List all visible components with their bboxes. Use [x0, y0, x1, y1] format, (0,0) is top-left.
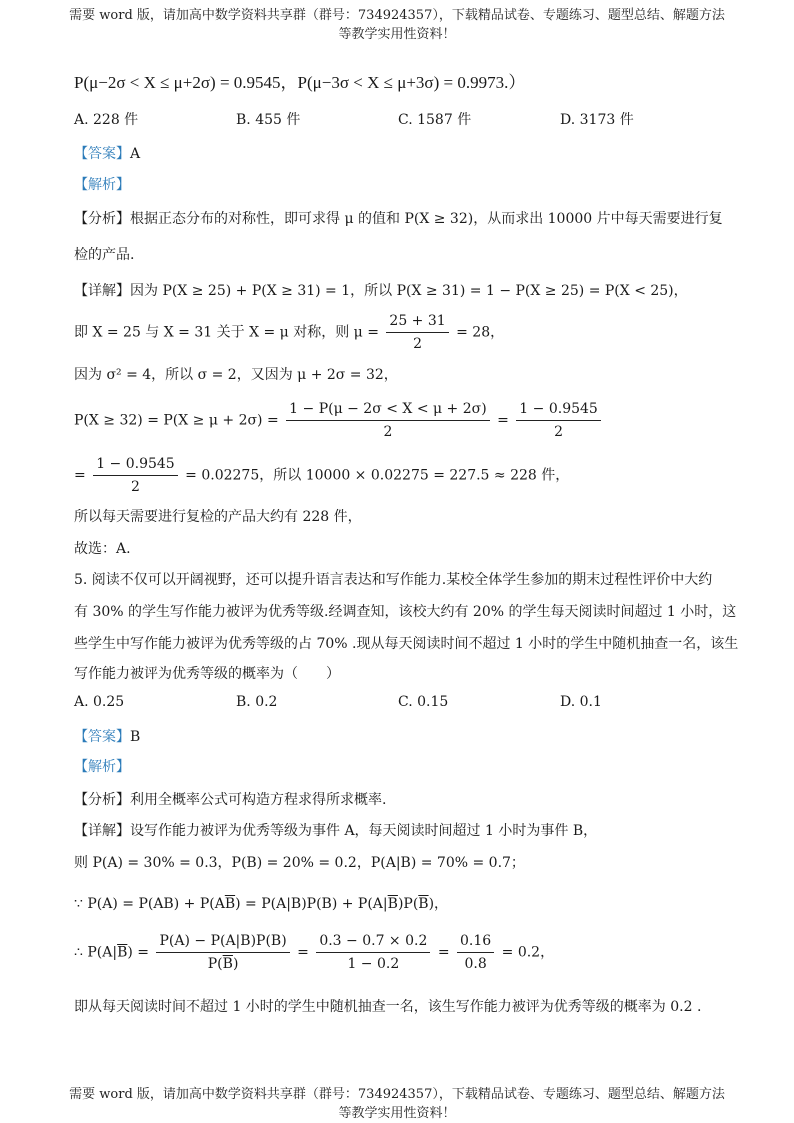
page-header	[60, 6, 734, 44]
xj5-text: = 0.02275，所以 10000 × 0.02275 = 227.5 ≈ 228 件，	[185, 467, 570, 484]
q5-stem-4: 写作能力被评为优秀等级的概率为（ ）	[74, 666, 340, 682]
xiangjie-text: 因为 P(X ≥ 25) + P(X ≥ 31) = 1，所以 P(X ≥ 31) = 1 − P(X ≥ 25) = P(X < 25)，	[130, 283, 688, 299]
answer-value: B	[130, 729, 141, 745]
header-line-1: 需要 word 版，请加高中数学资料共享群（群号：734924357），下载精品试卷、专题练习、题型总结、解题方法	[69, 8, 725, 23]
q5-option-a: A. 0.25	[74, 694, 125, 710]
fenxi-tag: 【分析】	[74, 792, 130, 808]
denominator	[156, 953, 289, 972]
xiangjie-text: 设写作能力被评为优秀等级为事件 A，每天阅读时间超过 1 小时为事件 B，	[130, 823, 598, 839]
q4-option-a: A. 228 件	[74, 112, 139, 128]
fenxi-tag: 【分析】	[74, 211, 130, 227]
q4-xiangjie-2	[74, 313, 504, 352]
footer-line-1: 需要 word 版，请加高中数学资料共享群（群号：734924357），下载精品试卷、专题练习、题型总结、解题方法	[69, 1087, 725, 1102]
q4-xiangjie-1	[74, 280, 688, 300]
q4-fenxi	[74, 208, 723, 228]
equals: =	[437, 944, 450, 961]
q5-xiangjie-4	[74, 933, 554, 972]
numerator: 1 − 0.9545	[93, 456, 178, 476]
fenxi-text: 根据正态分布的对称性，即可求得 μ 的值和 P(X ≥ 32)，从而求出 10000 片中每天需要进行复	[130, 211, 723, 227]
page-footer	[60, 1085, 734, 1123]
q4-fenxi-2: 检的产品.	[74, 247, 135, 263]
b-complement: $\overline{B}$	[117, 944, 128, 961]
q5-fenxi	[74, 789, 386, 809]
q5-option-d: D. 0.1	[560, 694, 602, 710]
q4-formula-line: P(μ−2σ < X ≤ μ+2σ) = 0.9545，P(μ−3σ < X ≤ μ+3σ) = 0.9973.）	[74, 73, 526, 92]
q5-answer	[74, 726, 140, 746]
answer-tag: 【答案】	[74, 146, 130, 162]
q4-xiangjie-4	[74, 401, 604, 440]
fraction	[316, 933, 430, 972]
fraction	[457, 933, 494, 972]
numerator: 25 + 31	[386, 313, 448, 333]
q4-xiangjie-7: 故选：A.	[74, 541, 131, 557]
xj4-text-2: ) =	[127, 944, 150, 961]
den-part: P(	[207, 956, 223, 972]
q5-stem-1: 5. 阅读不仅可以开阔视野，还可以提升语言表达和写作能力.某校全体学生参加的期末过程性评价中大约	[74, 572, 713, 588]
equals: =	[74, 467, 86, 484]
denominator: 2	[554, 424, 564, 440]
fenxi-text: 利用全概率公式可构造方程求得所求概率.	[130, 792, 387, 808]
xj4-text: ∴ P(A|	[74, 944, 118, 961]
xj3-text-end: )，	[428, 896, 449, 912]
denominator: 2	[413, 336, 422, 352]
b-complement: $\overline{B}$	[222, 956, 233, 972]
numerator: P(A) − P(A|B)P(B)	[156, 933, 289, 953]
xj4-result: = 0.2，	[501, 944, 555, 961]
footer-line-2: 等教学实用性资料！	[338, 1106, 456, 1121]
answer-tag: 【答案】	[74, 729, 130, 745]
q5-xiangjie-2: 则 P(A) = 30% = 0.3，P(B) = 20% = 0.2，P(A|B) = 70% = 0.7；	[74, 855, 525, 871]
xj2-result: = 28，	[456, 324, 505, 341]
q4-option-c: C. 1587 件	[398, 112, 472, 128]
numerator: 1 − P(μ − 2σ < X < μ + 2σ)	[286, 401, 490, 421]
answer-value: A	[130, 146, 141, 162]
xiangjie-tag: 【详解】	[74, 283, 130, 299]
denominator: 1 − 0.2	[347, 956, 400, 972]
xj2-text: 即 X = 25 与 X = 31 关于 X = μ 对称，则 μ =	[74, 324, 379, 341]
q4-answer	[74, 143, 140, 163]
xiangjie-tag: 【详解】	[74, 823, 130, 839]
q4-xiangjie-3: 因为 σ² = 4，所以 σ = 2，又因为 μ + 2σ = 32，	[74, 367, 398, 383]
q5-option-c: C. 0.15	[398, 694, 449, 710]
q4-option-b: B. 455 件	[236, 112, 301, 128]
numerator: 0.3 − 0.7 × 0.2	[316, 933, 430, 953]
fraction	[93, 456, 178, 495]
b-complement: $\overline{B}$	[224, 896, 236, 912]
q4-xiangjie-5	[74, 456, 569, 495]
fraction	[286, 401, 490, 440]
denominator: 2	[383, 424, 393, 440]
q5-xiangjie-1	[74, 820, 597, 840]
xj4-text: P(X ≥ 32) = P(X ≥ μ + 2σ) =	[74, 412, 279, 429]
fraction	[386, 313, 448, 352]
q5-analysis-tag: 【解析】	[74, 759, 130, 775]
q5-option-b: B. 0.2	[236, 694, 278, 710]
q4-analysis-tag: 【解析】	[74, 177, 130, 193]
equals: =	[297, 944, 309, 961]
xj3-text-mid2: )P(	[397, 896, 419, 912]
b-complement: $\overline{B}$	[418, 896, 429, 912]
header-line-2: 等教学实用性资料！	[338, 27, 456, 42]
xj3-text: ∵ P(A) = P(AB) + P(A	[74, 896, 225, 912]
equals: =	[497, 412, 509, 429]
fraction	[156, 933, 289, 972]
b-complement: $\overline{B}$	[387, 896, 398, 912]
xj3-text-mid: ) = P(A|B)P(B) + P(A|	[235, 896, 388, 912]
denominator: 0.8	[464, 956, 487, 972]
q4-xiangjie-6: 所以每天需要进行复检的产品大约有 228 件，	[74, 509, 362, 525]
denominator: 2	[130, 479, 140, 495]
q5-stem-2: 有 30% 的学生写作能力被评为优秀等级.经调查知，该校大约有 20% 的学生每天阅读时间超过 1 小时，这	[74, 604, 737, 620]
q5-conclusion: 即从每天阅读时间不超过 1 小时的学生中随机抽查一名，该生写作能力被评为优秀等级的概率为 0.2 .	[74, 999, 702, 1015]
numerator: 0.16	[457, 933, 494, 953]
q4-option-d: D. 3173 件	[560, 112, 634, 128]
den-part: )	[232, 956, 239, 972]
fraction	[516, 401, 601, 440]
q5-xiangjie-3	[74, 893, 448, 913]
q5-stem-3: 些学生中写作能力被评为优秀等级的占 70% .现从每天阅读时间不超过 1 小时的学生中随机抽查一名，该生	[74, 636, 739, 652]
numerator: 1 − 0.9545	[516, 401, 601, 421]
